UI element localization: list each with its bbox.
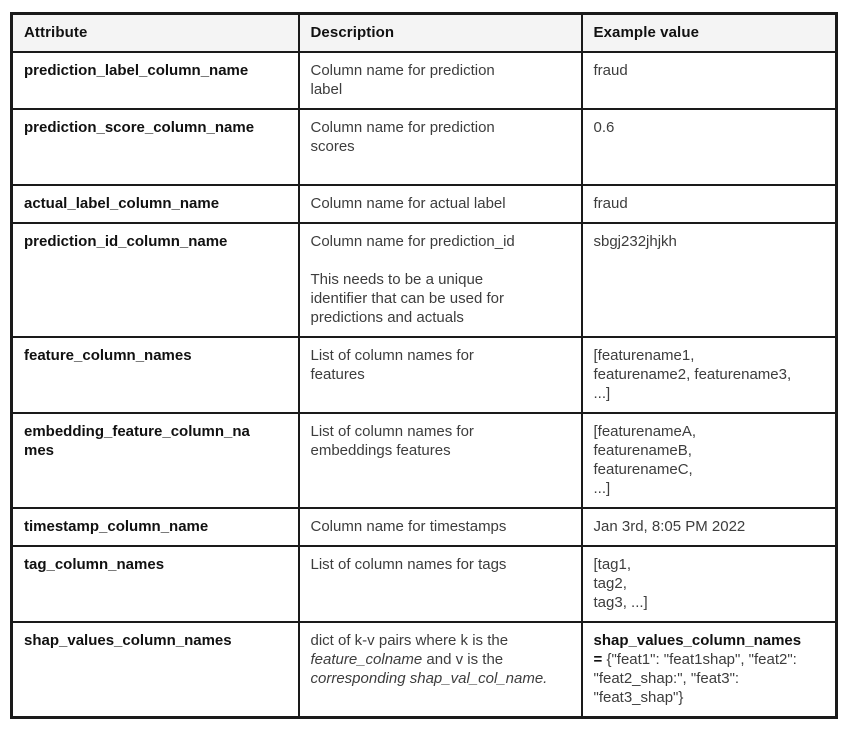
example-cell <box>582 546 837 622</box>
text-segment: fraud <box>593 62 628 79</box>
attribute-cell <box>12 223 299 337</box>
cell-line <box>311 80 569 99</box>
description-cell <box>299 337 582 413</box>
text-segment: Column name for actual label <box>310 195 506 212</box>
cell-line <box>24 422 286 441</box>
table-row <box>12 508 837 546</box>
description-cell <box>299 109 582 185</box>
cell-line <box>24 194 286 213</box>
cell-line <box>311 365 569 384</box>
text-segment: = <box>593 651 607 668</box>
text-segment: predictions and actuals <box>310 309 464 326</box>
description-cell <box>299 223 582 337</box>
cell-line <box>311 270 569 289</box>
cell-line <box>311 194 569 213</box>
attribute-cell <box>12 337 299 413</box>
example-cell <box>582 508 837 546</box>
table-row <box>12 622 837 718</box>
cell-line <box>24 232 286 251</box>
cell-line <box>311 308 569 327</box>
text-segment: tag2, <box>593 575 627 592</box>
cell-line <box>311 118 569 137</box>
cell-line <box>594 669 824 688</box>
cell-line <box>594 346 824 365</box>
text-segment: tag3, ...] <box>593 594 648 611</box>
table-row <box>12 413 837 508</box>
text-segment: 0.6 <box>593 119 615 136</box>
text-segment: {"feat1": "feat1shap", "feat2": <box>606 651 797 668</box>
cell-line <box>24 441 286 460</box>
text-segment: feature_colname <box>310 651 423 668</box>
attribute-cell <box>12 413 299 508</box>
cell-line <box>594 555 824 574</box>
text-segment: fraud <box>593 195 628 212</box>
text-segment: List of column names for <box>310 347 474 364</box>
text-segment: actual_label_column_name <box>24 195 220 212</box>
text-segment: Column name for prediction_id <box>310 233 515 250</box>
table-header <box>12 14 837 53</box>
text-segment: label <box>310 81 343 98</box>
attribute-cell <box>12 622 299 718</box>
cell-line <box>594 517 824 536</box>
cell-line <box>594 118 824 137</box>
text-segment: ...] <box>593 385 611 402</box>
text-segment: shap_values_column_names <box>24 632 232 649</box>
table-row <box>12 185 837 223</box>
cell-line <box>311 289 569 308</box>
text-segment: featurenameB, <box>593 442 692 459</box>
attribute-cell <box>12 546 299 622</box>
text-segment: [tag1, <box>593 556 632 573</box>
text-segment: corresponding <box>310 670 406 687</box>
text-segment: sbgj232jhjkh <box>593 233 677 250</box>
text-segment: prediction_id_column_name <box>24 233 228 250</box>
text-segment: This needs to be a unique <box>310 271 484 288</box>
example-cell <box>582 185 837 223</box>
text-segment: scores <box>310 138 355 155</box>
text-segment: Column name for timestamps <box>310 518 507 535</box>
header-row <box>12 14 837 53</box>
cell-line <box>311 346 569 365</box>
cell-line <box>311 422 569 441</box>
cell-line <box>594 365 824 384</box>
text-segment: List of column names for <box>310 423 474 440</box>
example-cell <box>582 337 837 413</box>
table-row <box>12 223 837 337</box>
attribute-cell <box>12 185 299 223</box>
cell-line <box>24 517 286 536</box>
description-cell <box>299 622 582 718</box>
example-cell <box>582 109 837 185</box>
text-segment: identifier that can be used for <box>310 290 504 307</box>
cell-line <box>594 232 824 251</box>
text-segment: embedding_feature_column_na <box>24 423 250 440</box>
cell-line <box>311 156 569 175</box>
cell-line <box>594 61 824 80</box>
header-description: Description <box>299 14 582 53</box>
cell-line <box>24 631 286 650</box>
header-example-value: Example value <box>582 14 837 53</box>
attribute-cell <box>12 508 299 546</box>
text-segment: prediction_score_column_name <box>24 119 255 136</box>
text-segment: prediction_label_column_name <box>24 62 249 79</box>
cell-line <box>311 631 569 688</box>
text-segment: feature_column_names <box>24 347 192 364</box>
text-segment: embeddings features <box>310 442 451 459</box>
text-segment: [featurename1, <box>593 347 695 364</box>
cell-line <box>311 137 569 156</box>
description-cell <box>299 508 582 546</box>
example-cell <box>582 622 837 718</box>
table-row <box>12 546 837 622</box>
text-segment: [featurenameA, <box>593 423 697 440</box>
text-segment: tag_column_names <box>24 556 165 573</box>
text-segment: ...] <box>593 480 611 497</box>
text-segment: "feat2_shap:", "feat3": <box>593 670 740 687</box>
example-cell <box>582 223 837 337</box>
cell-line <box>24 118 286 137</box>
text-segment: dict of k-v pairs where k is the <box>310 632 509 649</box>
cell-line <box>594 384 824 403</box>
cell-line <box>311 232 569 251</box>
text-segment: Column name for prediction <box>310 119 495 136</box>
attributes-table <box>10 12 838 719</box>
example-cell <box>582 413 837 508</box>
description-cell <box>299 185 582 223</box>
attribute-cell <box>12 52 299 109</box>
cell-line <box>594 574 824 593</box>
text-segment: Column name for prediction <box>310 62 495 79</box>
text-segment: features <box>310 366 365 383</box>
description-cell <box>299 546 582 622</box>
cell-line <box>311 61 569 80</box>
text-segment: mes <box>24 442 55 459</box>
text-segment: and v is the <box>422 651 504 668</box>
cell-line <box>24 555 286 574</box>
cell-line <box>594 422 824 441</box>
text-segment: featurenameC, <box>593 461 693 478</box>
example-cell <box>582 52 837 109</box>
cell-line <box>311 441 569 460</box>
cell-line <box>594 441 824 460</box>
description-cell <box>299 413 582 508</box>
table-row <box>12 109 837 185</box>
description-cell <box>299 52 582 109</box>
text-segment: shap_values_column_names <box>593 632 802 649</box>
table-row <box>12 52 837 109</box>
cell-line <box>311 555 569 574</box>
text-segment: "feat3_shap"} <box>593 689 684 706</box>
cell-line <box>594 479 824 498</box>
text-segment: timestamp_column_name <box>24 518 209 535</box>
text-segment: shap_val_col_name. <box>409 670 548 687</box>
cell-line <box>311 517 569 536</box>
cell-line <box>594 460 824 479</box>
cell-line <box>594 194 824 213</box>
cell-line <box>24 61 286 80</box>
cell-line <box>594 593 824 612</box>
cell-line <box>594 688 824 707</box>
table-body <box>12 52 837 718</box>
cell-line <box>311 251 569 270</box>
cell-line <box>594 650 824 669</box>
cell-line <box>594 631 824 650</box>
cell-line <box>24 346 286 365</box>
text-segment: List of column names for tags <box>310 556 507 573</box>
attribute-cell <box>12 109 299 185</box>
text-segment: featurename2, featurename3, <box>593 366 792 383</box>
header-attribute: Attribute <box>12 14 299 53</box>
table-row <box>12 337 837 413</box>
text-segment: Jan 3rd, 8:05 PM 2022 <box>593 518 746 535</box>
